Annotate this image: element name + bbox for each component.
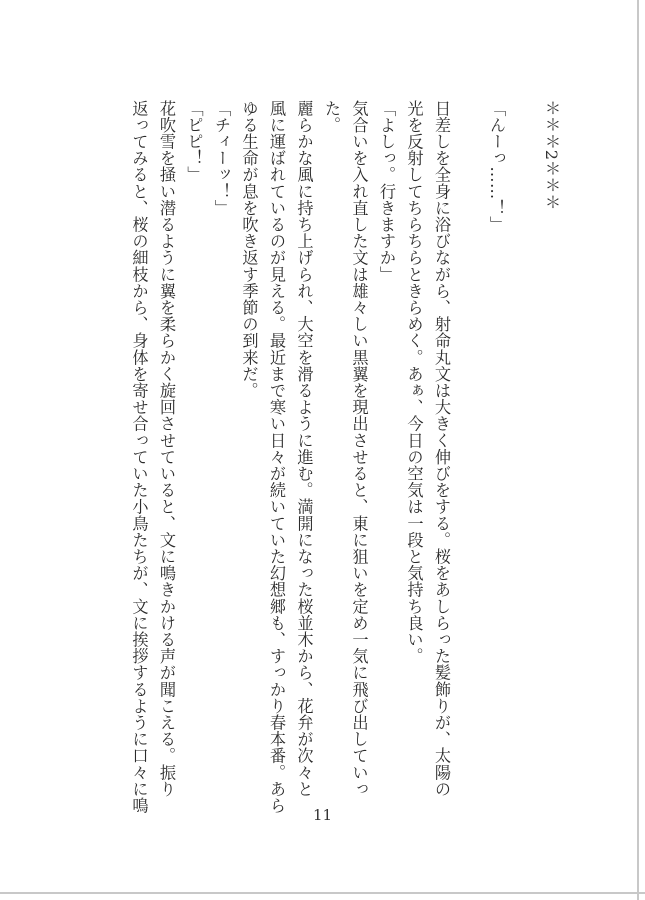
text-line: 日差しを全身に浴びながら、射命丸文は大きく伸びをする。桜をあしらった髪飾りが、太陽の xyxy=(432,100,451,798)
page-edge-bottom xyxy=(0,892,645,894)
text-line: 光を反射してちらちらときらめく。あぁ、今日の空気は一段と気持ち良い。 xyxy=(404,100,424,665)
spacer-line xyxy=(455,100,483,790)
page-number: 11 xyxy=(312,806,333,824)
text-line: 「よしっ。行きますか」 xyxy=(377,100,396,283)
page-edge-right xyxy=(637,0,639,900)
section-heading: ＊＊＊2＊＊＊ xyxy=(542,100,561,211)
text-line: 気合いを入れ直した文は雄々しい黒翼を現出させると、東に狙いを定め一気に飛び出していっ xyxy=(349,100,369,798)
text-line: 風に運ばれているのが見える。最近まで寒い日々が続いていた幻想郷も、すっかり春本番。あら xyxy=(267,100,286,814)
text-line: た。 xyxy=(322,100,341,134)
text-line: 麗らかな風に持ち上げられ、大空を滑るように進む。満開になった桜並木から、花弁が次々と xyxy=(294,100,314,798)
vertical-text-block xyxy=(125,100,565,814)
spacer-line xyxy=(510,100,538,790)
text-line: 「ピピ！」 xyxy=(184,100,204,183)
text-line: 花吹雪を掻い潜るように翼を柔らかく旋回させていると、文に鳴きかける声が聞こえる。振り xyxy=(157,100,176,798)
text-line: ゆる生命が息を吹き返す季節の到来だ。 xyxy=(239,100,259,399)
text-line: 「んーっ……！」 xyxy=(487,100,506,233)
text-line: 「チィーッ！」 xyxy=(212,100,231,217)
text-line: 返ってみると、桜の細枝から、身体を寄せ合っていた小鳥たちが、文に挨拶するように口々に鳴 xyxy=(129,100,149,814)
